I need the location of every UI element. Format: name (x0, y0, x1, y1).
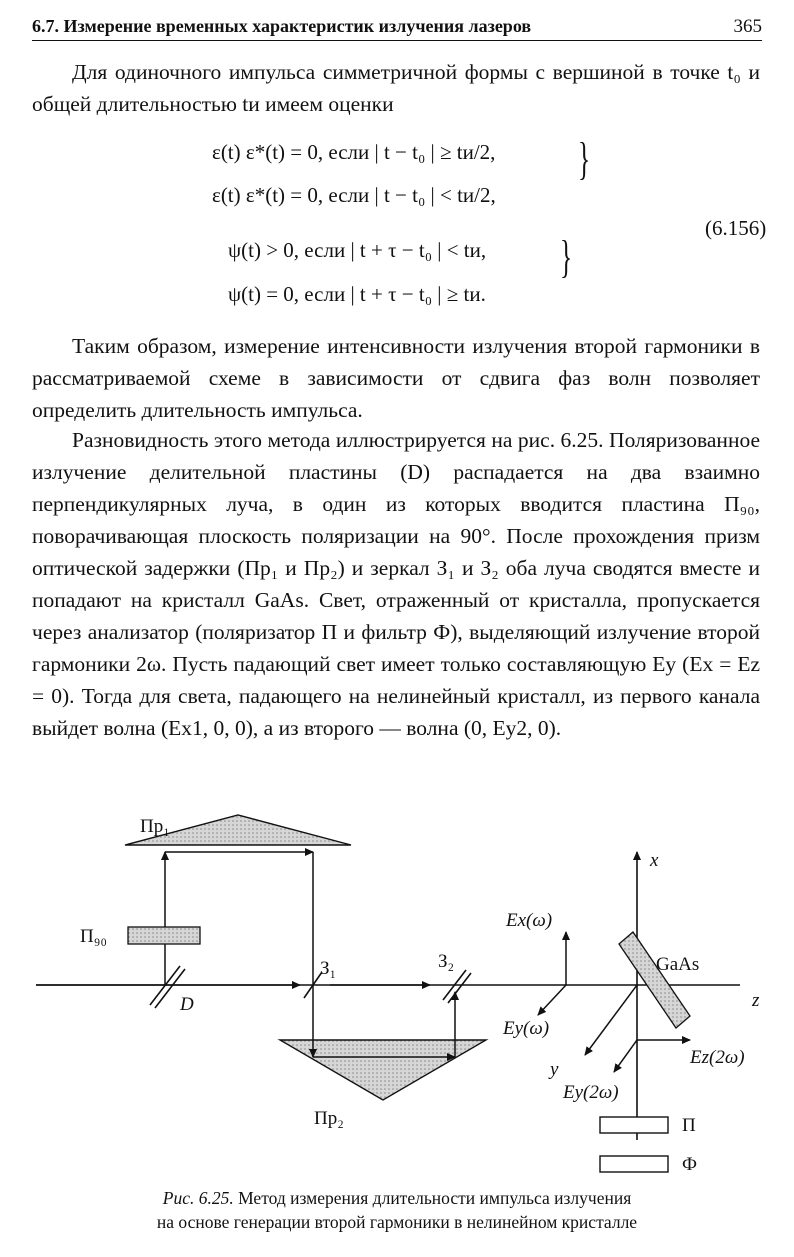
brace-upper: } (578, 133, 591, 184)
polarizer-box (600, 1117, 668, 1133)
label-polarizer: П (682, 1115, 696, 1136)
ey-2omega-arrow (614, 1040, 637, 1072)
section-title: 6.7. Измерение временных характеристик излучения лазеров (32, 16, 532, 36)
caption-text-1: Метод измерения длительности импульса излучения (238, 1188, 632, 1208)
label-mirror-2: З₂ (438, 951, 455, 972)
equation-line-2: ε(t) ε*(t) = 0, если | t − t₀ | < tи/2, (212, 183, 496, 207)
label-ez-2omega: Ez(2ω) (690, 1047, 745, 1068)
filter-box (600, 1156, 668, 1172)
caption-fig-number: Рис. 6.25. (162, 1188, 234, 1208)
label-ey-omega: Ey(ω) (503, 1018, 550, 1039)
equation-line-1: ε(t) ε*(t) = 0, если | t − t₀ | ≥ tи/2, (212, 140, 496, 164)
label-axis-y: y (550, 1059, 559, 1080)
label-prism-2: Пр₂ (314, 1108, 344, 1129)
plate-p90 (128, 927, 200, 944)
axis-y-line (585, 985, 637, 1055)
label-plate-p90: П₉₀ (80, 926, 107, 947)
label-filter: Ф (682, 1154, 698, 1175)
label-axis-x: x (650, 850, 659, 871)
brace-lower: } (560, 231, 573, 282)
label-ey-2omega: Ey(2ω) (563, 1082, 619, 1103)
figure-caption (40, 1186, 754, 1234)
label-mirror-1: З₁ (320, 958, 337, 979)
label-ex-omega: Ex(ω) (506, 910, 553, 931)
equation-number: (6.156) (705, 216, 767, 240)
caption-text-2: на основе генерации второй гармоники в нелинейном кристалле (156, 1212, 638, 1232)
gaas-crystal (619, 932, 690, 1028)
label-prism-1: Пр₁ (140, 816, 170, 837)
label-axis-z: z (752, 990, 760, 1011)
label-crystal: GaAs (656, 954, 700, 975)
caption-line-1 (40, 1186, 754, 1210)
paragraph-summary-text: Таким образом, измерение интенсивности излучения второй гармоники в рассматриваемой схеме в зависимости от сдвига фаз волн позволяет определить длительность импульса. (32, 334, 760, 422)
equation-line-3: ψ(t) > 0, если | t + τ − t₀ | < tи, (228, 238, 487, 262)
paragraph-intro-text: Для одиночного импульса симметричной формы с вершиной в точке t₀ и общей длительностью tи имеем оценки (32, 60, 760, 116)
label-splitter: D (180, 994, 194, 1015)
equation-line-4: ψ(t) = 0, если | t + τ − t₀ | ≥ tи. (228, 282, 486, 306)
paragraph-method-text: Разновидность этого метода иллюстрируется на рис. 6.25. Поляризованное излучение делительной пластины (D) распадается на два взаимно перпендикулярных луча, в один из которых вводится пластина П₉₀, поворачивающая плоскость поляризации на 90°. После прохождения призм оптической задержки (Пр₁ и Пр₂) и зеркал З₁ и З₂ оба луча сводятся вместе и попадают на кристалл GaAs. Свет, отраженный от кристалла, пропускается через анализатор (поляризатор П и фильтр Ф), выделяющий излучение второй гармоники 2ω. Пусть падающий свет имеет только составляющую Ey (Ex = Ez = 0). Тогда для света, падающего на нелинейный кристалл, из первого канала выйдет волна (Ex1, 0, 0), а из второго — волна (0, Ey2, 0). (32, 428, 760, 740)
ey-omega-arrow (538, 985, 566, 1015)
page-number: 365 (733, 16, 762, 37)
